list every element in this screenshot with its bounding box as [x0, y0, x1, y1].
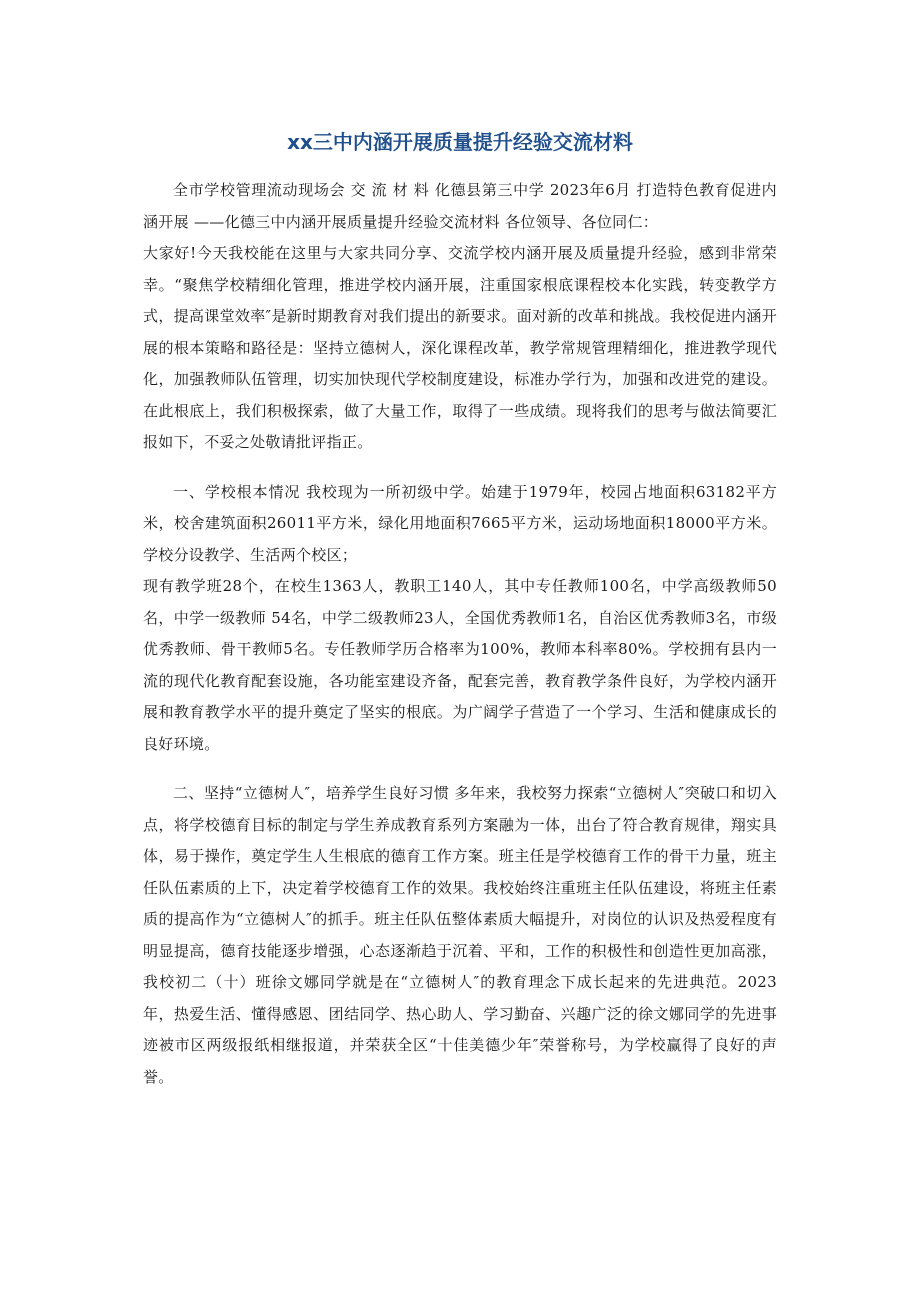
paragraph-staff-stats: 现有教学班28个，在校生1363人，教职工140人，其中专任教师100名，中学高级教师50名，中学一级教师 54名，中学二级教师23人，全国优秀教师1名，自治区优秀教师3名，市级优秀教师、骨干教师5名。专任教师学历合格率为100%，教师本科率80%。学校拥有县内一流的现代化教育配套设施，各功能室建设齐备，配套完善，教育教学条件良好，为学校内涵开展和教育教学水平的提升奠定了坚实的根底。为广阔学子营造了一个学习、生活和健康成长的良好环境。 — [143, 577, 777, 753]
paragraph-intro: 全市学校管理流动现场会 交 流 材 料 化德县第三中学 2023年6月 打造特色教育促进内涵开展 ——化德三中内涵开展质量提升经验交流材料 各位领导、各位同仁： — [143, 181, 777, 231]
document-title: xx三中内涵开展质量提升经验交流材料 — [287, 130, 633, 154]
paragraph-section-two: 二、坚持“立德树人″，培养学生良好习惯 多年来，我校努力探索“立德树人″突破口和切入点，将学校德育目标的制定与学生养成教育系列方案融为一体，出台了符合教育规律，翔实具体，易于操作，奠定学生人生根底的德育工作方案。班主任是学校德育工作的骨干力量，班主任队伍素质的上下，决定着学校德育工作的效果。我校始终注重班主任队伍建设，将班主任素质的提高作为“立德树人″的抓手。班主任队伍整体素质大幅提升，对岗位的认识及热爱程度有明显提高，德育技能逐步增强，心态逐渐趋于沉着、平和，工作的积极性和创造性更加高涨，我校初二（十）班徐文娜同学就是在“立德树人″的教育理念下成长起来的先进典范。2023年，热爱生活、懂得感恩、团结同学、热心助人、学习勤奋、兴趣广泛的徐文娜同学的先进事迹被市区两级报纸相继报道，并荣获全区“十佳美德少年″荣誉称号，为学校赢得了良好的声誉。 — [143, 784, 777, 1086]
paragraph-section-one: 一、学校根本情况 我校现为一所初级中学。始建于1979年，校园占地面积63182平方米，校舍建筑面积26011平方米，绿化用地面积7665平方米，运动场地面积18000平方米。学校分设教学、生活两个校区； — [143, 482, 777, 564]
paragraph-greeting: 大家好!今天我校能在这里与大家共同分享、交流学校内涵开展及质量提升经验，感到非常荣幸。“聚焦学校精细化管理，推进学校内涵开展，注重国家根底课程校本化实践，转变教学方式，提高课堂效率″是新时期教育对我们提出的新要求。面对新的改革和挑战。我校促进内涵开展的根本策略和路径是：坚持立德树人，深化课程改革，教学常规管理精细化，推进教学现代化，加强教师队伍管理，切实加快现代学校制度建设，标准办学行为，加强和改进党的建设。在此根底上，我们积极探索，做了大量工作，取得了一些成绩。现将我们的思考与做法简要汇报如下，不妥之处敬请批评指正。 — [143, 244, 777, 451]
document-body — [143, 175, 777, 1093]
